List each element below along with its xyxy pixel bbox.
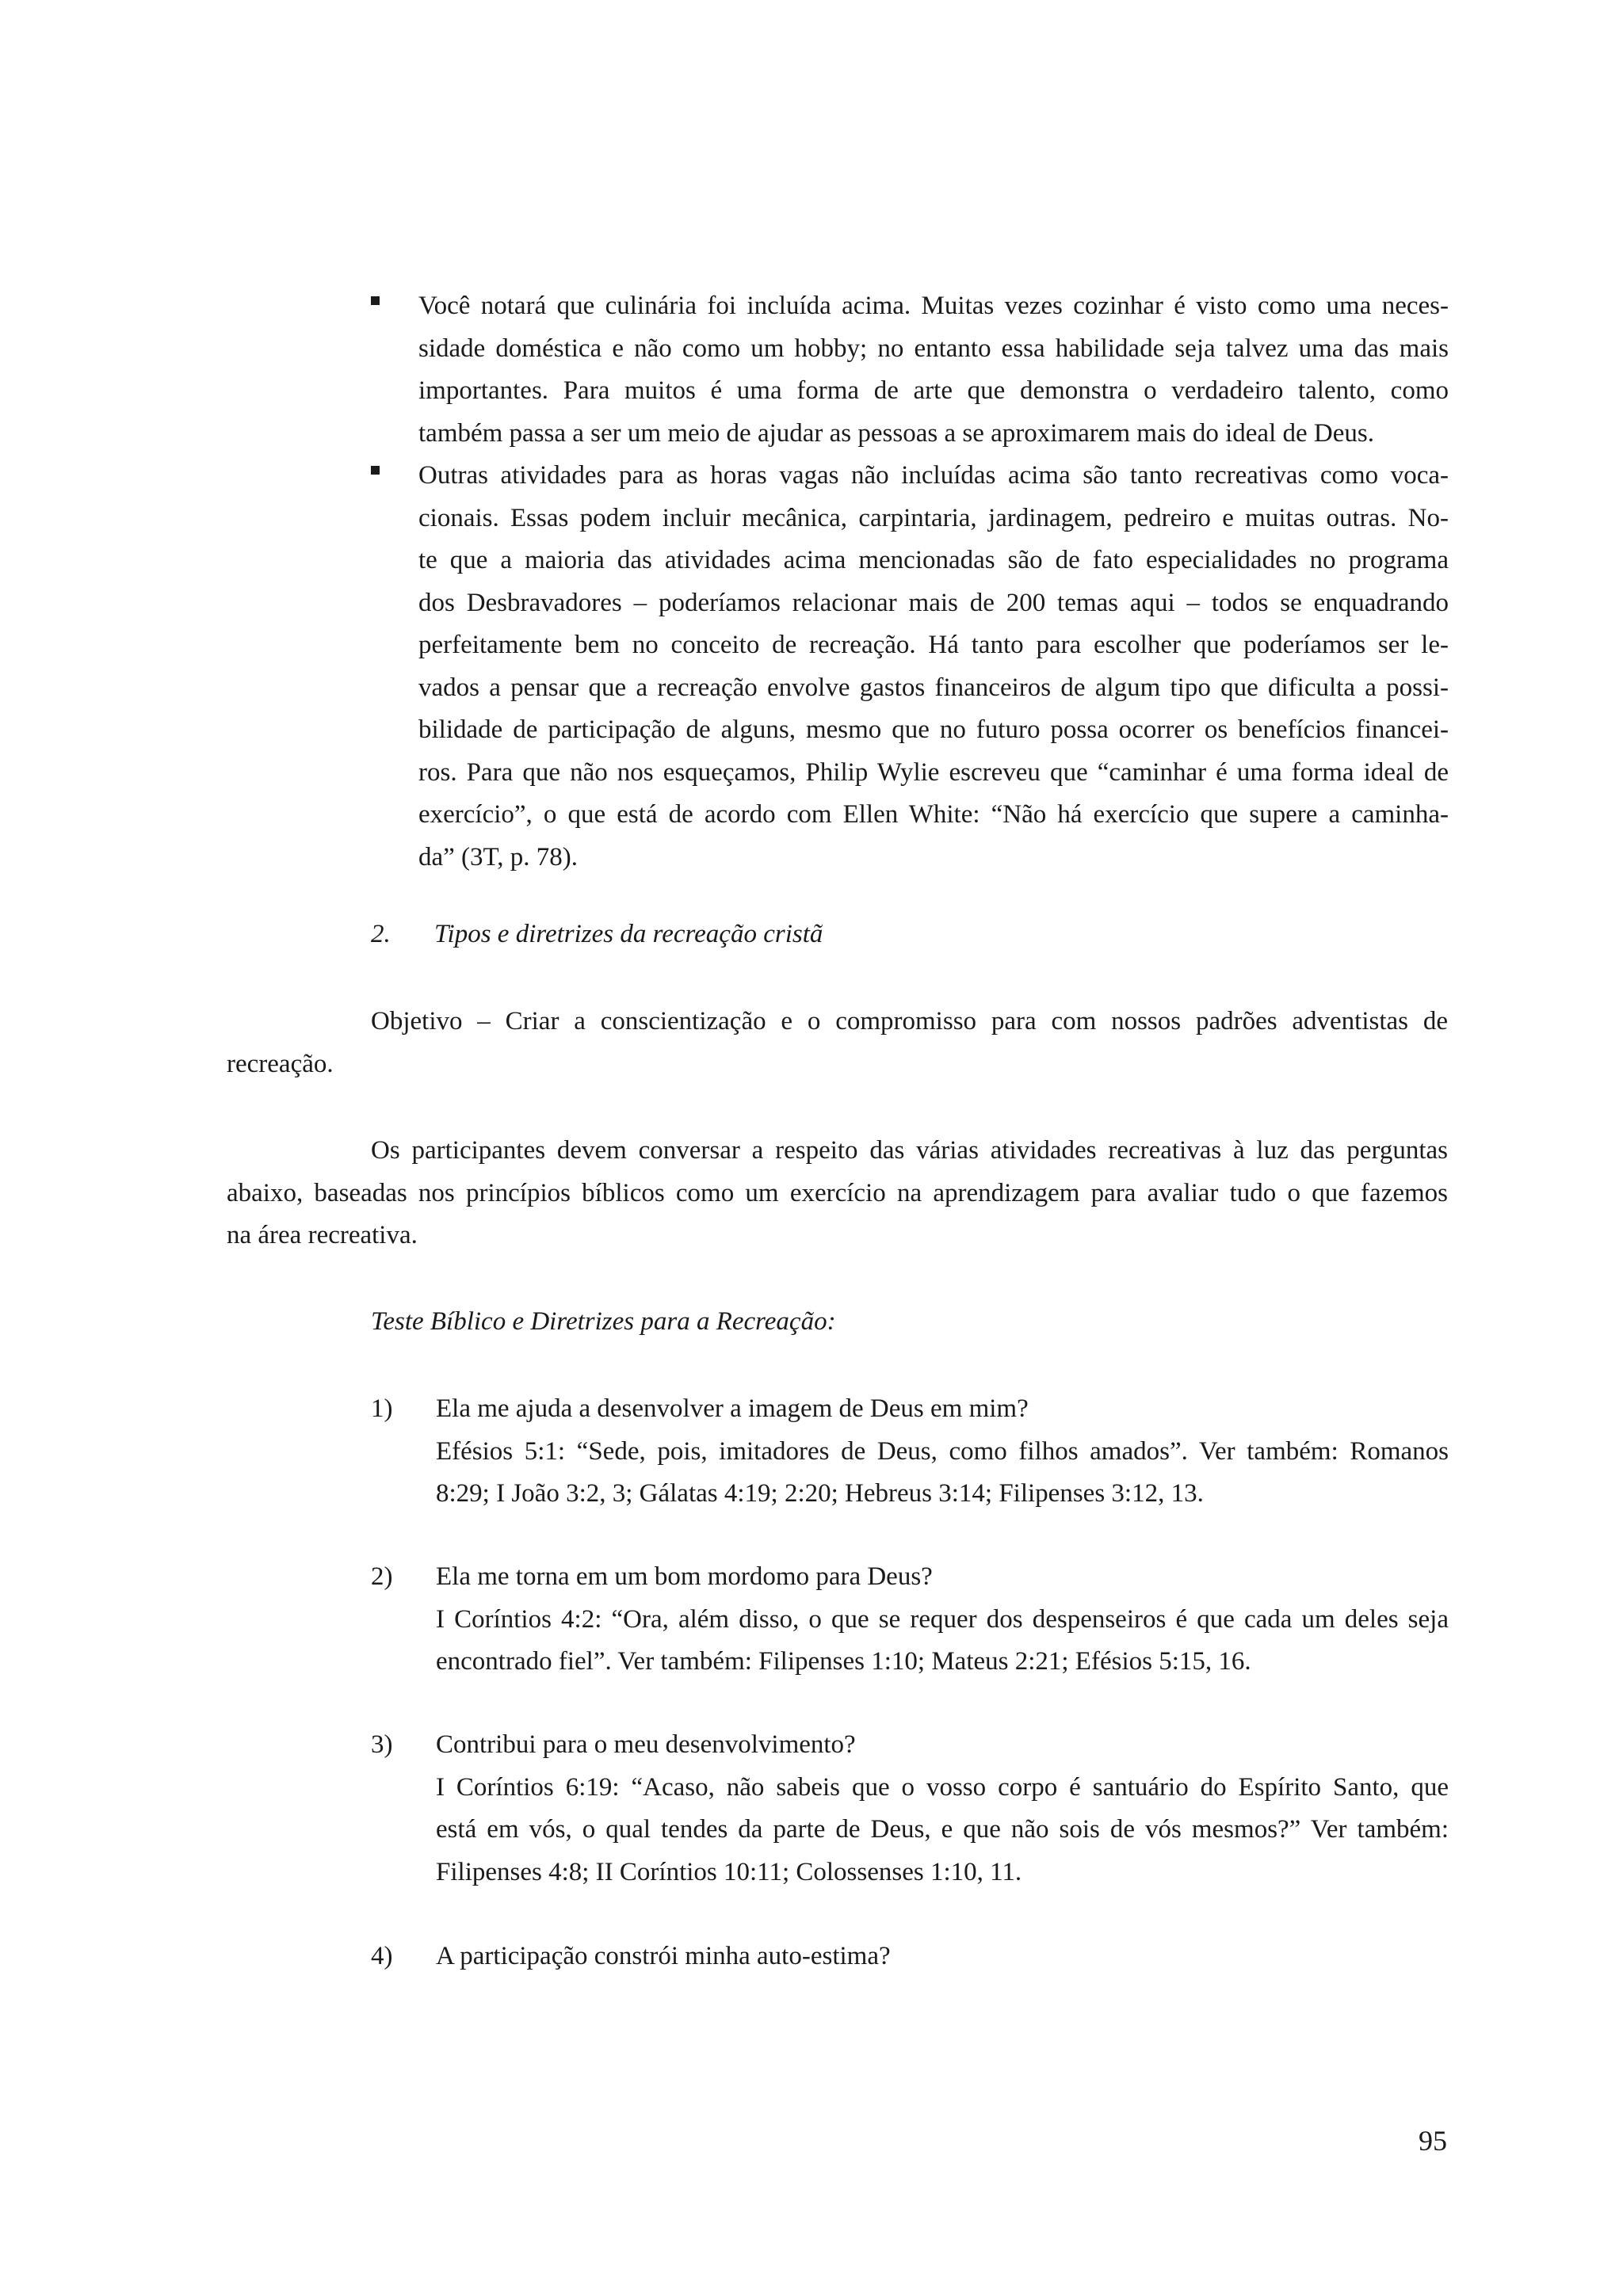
question-number: 1) — [371, 1394, 393, 1423]
text-line: na área recreativa. — [227, 1221, 418, 1249]
bullet-item-outras-atividades — [371, 455, 1449, 879]
question-body — [436, 1724, 1449, 1894]
question-text: Ela me ajuda a desenvolver a imagem de Deus em mim? — [436, 1394, 1029, 1423]
text-line: cionais. Essas podem incluir mecânica, carpintaria, jardinagem, pedreiro e muitas outras. No- — [418, 503, 1449, 532]
text-line: vados a pensar que a recreação envolve gastos financeiros de algum tipo que dificulta a possi- — [418, 673, 1449, 702]
section-title: Tipos e diretrizes da recreação cristã — [434, 920, 823, 948]
list-item-question-4 — [371, 1936, 1449, 1978]
section-heading — [371, 913, 823, 955]
bullet-text — [418, 285, 1449, 455]
intro-paragraph — [227, 1130, 1448, 1257]
reference-line: Efésios 5:1: “Sede, pois, imitadores de Deus, como filhos amados”. Ver também: Romanos — [436, 1436, 1449, 1466]
text-line: importantes. Para muitos é uma forma de arte que demonstra o verdadeiro talento, como — [418, 376, 1449, 405]
text-line: também passa a ser um meio de ajudar as pessoas a se aproximarem mais do ideal de Deus. — [418, 418, 1374, 448]
bullet-item-culinaria — [371, 285, 1449, 455]
text-line: Outras atividades para as horas vagas não incluídas acima são tanto recreativas como voca- — [418, 461, 1449, 490]
text-line: recreação. — [227, 1049, 334, 1078]
text-line: Os participantes devem conversar a respeito das várias atividades recreativas à luz das perguntas — [371, 1136, 1448, 1165]
reference-line: está em vós, o qual tendes da parte de Deus, e que não sois de vós mesmos?” Ver também: — [436, 1815, 1449, 1844]
text-line: da” (3T, p. 78). — [418, 842, 578, 871]
text-line: te que a maioria das atividades acima mencionadas são de fato especialidades no programa — [418, 546, 1449, 574]
text-line: ros. Para que não nos esqueçamos, Philip Wylie escreveu que “caminhar é uma forma ideal de — [418, 757, 1449, 787]
section-number: 2. — [371, 920, 391, 948]
reference-line: Filipenses 4:8; II Coríntios 10:11; Colossenses 1:10, 11. — [436, 1857, 1022, 1886]
question-number: 2) — [371, 1562, 393, 1591]
text-line: perfeitamente bem no conceito de recreação. Há tanto para escolher que poderíamos ser le- — [418, 631, 1449, 659]
question-body — [436, 1388, 1449, 1516]
square-bullet-icon — [371, 466, 380, 475]
text-line: Objetivo – Criar a conscientização e o compromisso para com nossos padrões adventistas de — [371, 1007, 1448, 1035]
subtitle: Teste Bíblico e Diretrizes para a Recreação: — [371, 1307, 836, 1336]
objective-paragraph — [227, 1001, 1448, 1085]
question-body — [436, 1556, 1449, 1684]
bullet-text — [418, 455, 1449, 879]
question-text: Ela me torna em um bom mordomo para Deus? — [436, 1562, 933, 1591]
list-item-question-3 — [371, 1724, 1449, 1894]
question-text: A participação constrói minha auto-estima? — [436, 1942, 891, 1970]
text-line: bilidade de participação de alguns, mesmo que no futuro possa ocorrer os benefícios financei- — [418, 715, 1449, 744]
question-number: 4) — [371, 1942, 393, 1970]
list-item-question-2 — [371, 1556, 1449, 1684]
square-bullet-icon — [371, 296, 380, 305]
text-line: exercício”, o que está de acordo com Ellen White: “Não há exercício que supere a caminha- — [418, 800, 1449, 829]
text-line: sidade doméstica e não como um hobby; no entanto essa habilidade seja talvez uma das mais — [418, 334, 1449, 363]
text-line: abaixo, baseadas nos princípios bíblicos como um exercício na aprendizagem para avaliar tudo o que fazemos — [227, 1178, 1448, 1207]
reference-line: 8:29; I João 3:2, 3; Gálatas 4:19; 2:20; Hebreus 3:14; Filipenses 3:12, 13. — [436, 1479, 1204, 1508]
reference-line: encontrado fiel”. Ver também: Filipenses 1:10; Mateus 2:21; Efésios 5:15, 16. — [436, 1647, 1251, 1676]
text-line: Você notará que culinária foi incluída acima. Muitas vezes cozinhar é visto como uma neces- — [418, 292, 1449, 320]
page-number: 95 — [1419, 2125, 1447, 2157]
list-item-question-1 — [371, 1388, 1449, 1516]
reference-line: I Coríntios 6:19: “Acaso, não sabeis que o vosso corpo é santuário do Espírito Santo, que — [436, 1772, 1449, 1802]
question-text: Contribui para o meu desenvolvimento? — [436, 1730, 856, 1759]
text-line: dos Desbravadores – poderíamos relacionar mais de 200 temas aqui – todos se enquadrando — [418, 588, 1449, 617]
question-number: 3) — [371, 1730, 393, 1759]
reference-line: I Coríntios 4:2: “Ora, além disso, o que se requer dos despenseiros é que cada um deles seja — [436, 1604, 1449, 1634]
question-body — [436, 1936, 1449, 1978]
